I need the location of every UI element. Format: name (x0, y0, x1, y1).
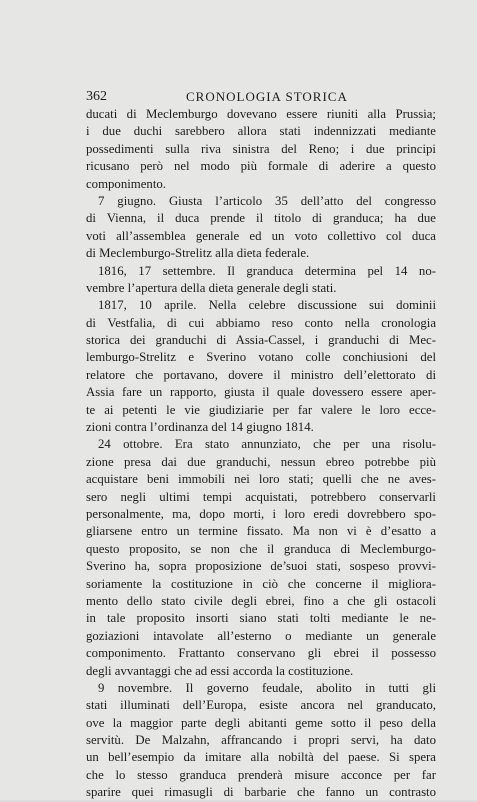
text-line: 24 ottobre. Era stato annunziato, che per una risolu- (98, 437, 436, 452)
text-line: di Vestfalia, di cui abbiamo reso conto nella cronologia (86, 315, 436, 330)
body-text (86, 106, 436, 802)
text-line: sparire quei rimasugli di barbarie che fanno un contrasto (86, 785, 436, 800)
text-line: Sverino ha, sopra proposizione de’suoi stati, sospeso provvi- (86, 559, 436, 574)
text-line: vembre l’apertura della dieta generale degli stati. (86, 280, 337, 295)
text-line: questo proposito, se non che il granduca di Meclemburgo- (86, 541, 436, 556)
text-line: 7 giugno. Giusta l’articolo 35 dell’atto del congresso (98, 193, 436, 208)
text-line: in tale proposito insorti siano stati tolti mediante le ne- (86, 611, 436, 626)
text-line: voti all’assemblea generale ed un voto collettivo col duca (86, 228, 436, 243)
text-line: di Meclemburgo-Strelitz alla dieta federale. (86, 246, 310, 261)
text-line: zioni contra l’ordinanza del 14 giugno 1814. (86, 420, 314, 435)
text-line: i due duchi sarebbero allora stati indennizzati mediante (86, 124, 436, 139)
page-number: 362 (86, 89, 107, 104)
text-line: soriamente la costituzione in ciò che concerne il migliora- (86, 576, 436, 591)
text-line: ducati di Meclemburgo dovevano essere riuniti alla Prussia; (86, 107, 436, 121)
text-line: componimento. (86, 176, 166, 191)
text-line: gliarsene entro un termine fissato. Ma non vi è d’esatto a (86, 524, 436, 539)
text-line: che lo stesso granduca prenderà misure acconce per far (86, 767, 436, 782)
text-line: sero negli ultimi tempi acquistati, potrebbero conservarli (86, 489, 436, 504)
text-line: ove la maggior parte degli abitanti geme sotto il peso della (86, 715, 436, 730)
text-line: di Vienna, il duca prende il titolo di granduca; ha due (86, 211, 436, 226)
text-line: componimento. Frattanto conservano gli ebrei il possesso (86, 646, 436, 661)
text-line: 1817, 10 aprile. Nella celebre discussione sui dominii (98, 298, 436, 313)
text-line: Assia fare un rapporto, giusta il quale dovessero essere aper- (86, 385, 436, 400)
text-line: zione presa dai due granduchi, nessun ebreo potrebbe più (86, 454, 436, 469)
text-line: 9 novembre. Il governo feudale, abolito in tutti gli (98, 680, 436, 695)
text-line: mento dello stato civile degli ebrei, fino a che gli ostacoli (86, 593, 436, 608)
text-line: stati illuminati dell’Europa, esiste ancora nel granducato, (86, 698, 436, 713)
text-line: 1816, 17 settembre. Il granduca determina pel 14 no- (98, 263, 436, 278)
text-line: possedimenti sulla riva sinistra del Reno; i due principi (86, 141, 436, 156)
running-title: CRONOLOGIA STORICA (186, 89, 348, 104)
text-line: personalmente, ma, dopo morti, i loro eredi dovrebbero spo- (86, 506, 436, 521)
text-line: degli avvantaggi che ad essi accorda la costituzione. (86, 663, 354, 678)
text-line: un bell’esempio da imitare alla nobiltà del paese. Si spera (86, 750, 436, 765)
text-line: te ai petenti le vie giudiziarie per far valere le loro ecce- (86, 402, 436, 417)
text-line: lemburgo-Strelitz e Sverino votano colle conchiusioni del (86, 350, 436, 365)
text-line: acquistare beni immobili nei loro stati; quelli che ne aves- (86, 472, 436, 487)
text-line: goziazioni intavolate all’esterno o mediante un generale (86, 628, 436, 643)
text-line: servitù. De Malzahn, affrancando i propri servi, ha dato (86, 733, 436, 748)
text-line: relatore che portavano, dovere il ministro dell’elettorato di (86, 367, 436, 382)
text-line: ricusano però nel modo più formale di aderire a questo (86, 159, 436, 174)
text-line: storica dei granduchi di Assia-Cassel, i granduchi di Mec- (86, 333, 436, 348)
